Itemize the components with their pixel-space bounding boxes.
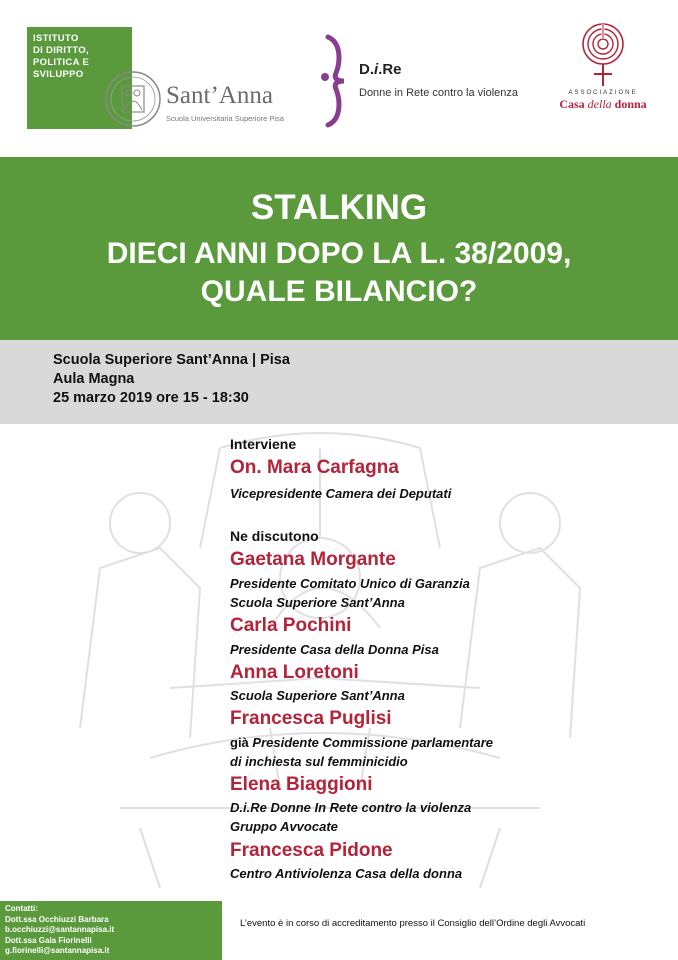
casa-name-word: Casa <box>559 97 585 111</box>
casa-della-donna-logo <box>548 22 658 122</box>
panelist-role: di inchiesta sul femminicidio <box>230 754 408 769</box>
venue-place: Scuola Superiore Sant’Anna | Pisa <box>53 352 290 368</box>
venus-labyrinth-icon <box>578 22 628 88</box>
casa-name-word: della <box>587 97 612 111</box>
accreditation-note: L’evento è in corso di accreditamento presso il Consiglio dell’Ordine degli Avvocati <box>240 918 586 929</box>
santanna-name: Sant’Anna <box>166 82 273 109</box>
panelist-name: Francesca Puglisi <box>230 708 392 729</box>
panelist-role: Scuola Superiore Sant’Anna <box>230 595 405 610</box>
panelist-role-text: Presidente Commissione parlamentare <box>252 735 494 750</box>
event-title: STALKING <box>250 188 428 227</box>
santanna-seal-icon <box>104 70 162 128</box>
istituto-line: POLITICA E <box>33 57 89 68</box>
casa-name <box>548 97 658 112</box>
dire-brace-icon <box>316 33 356 128</box>
panelist-name: Anna Loretoni <box>230 662 359 683</box>
contact-line: Dott.ssa Occhiuzzi Barbara <box>5 914 109 924</box>
panelist-role: Gruppo Avvocate <box>230 819 338 834</box>
event-subtitle-line: QUALE BILANCIO? <box>200 275 478 308</box>
panelist-name: Elena Biaggioni <box>230 774 373 795</box>
contacts-box <box>0 901 222 960</box>
event-subtitle-line: DIECI ANNI DOPO LA L. 38/2009, <box>106 237 572 270</box>
intervene-label: Interviene <box>230 436 297 452</box>
dire-subtitle: Donne in Rete contro la violenza <box>359 87 518 99</box>
panelist-role: Presidente Casa della Donna Pisa <box>230 642 439 657</box>
dire-title-part: D. <box>359 61 374 78</box>
panelist-role: Scuola Superiore Sant’Anna <box>230 688 405 703</box>
panelist-role: Presidente Comitato Unico di Garanzia <box>230 576 470 591</box>
dire-title-part: .Re <box>378 61 402 78</box>
panelist-name: Carla Pochini <box>230 615 352 636</box>
keynote-name: On. Mara Carfagna <box>230 457 399 478</box>
title-band <box>0 157 678 340</box>
dire-title-italic: i <box>374 61 379 78</box>
contact-email[interactable]: g.fiorinelli@santannapisa.it <box>5 946 110 955</box>
panelist-role-prefix: già <box>230 735 249 750</box>
istituto-line: ISTITUTO <box>33 33 79 44</box>
istituto-line: DI DIRITTO, <box>33 45 89 56</box>
panelist-role: Centro Antiviolenza Casa della donna <box>230 866 463 881</box>
panelist-role <box>230 735 493 750</box>
casa-association-label: ASSOCIAZIONE <box>568 90 638 96</box>
venue-datetime: 25 marzo 2019 ore 15 - 18:30 <box>53 390 249 406</box>
istituto-line: SVILUPPO <box>33 69 84 80</box>
panelist-name: Francesca Pidone <box>230 840 393 861</box>
panelist-role: D.i.Re Donne In Rete contro la violenza <box>230 800 472 815</box>
panelist-name: Gaetana Morgante <box>230 549 396 570</box>
casa-name-word: donna <box>614 97 647 111</box>
venue-band <box>0 340 678 424</box>
venue-room: Aula Magna <box>53 371 135 387</box>
dire-logo <box>316 33 546 128</box>
contact-line: Dott.ssa Gaia Fiorinelli <box>5 935 92 945</box>
santanna-subtitle: Scuola Universitaria Superiore Pisa <box>166 114 284 123</box>
dire-title <box>359 61 402 78</box>
keynote-role: Vicepresidente Camera dei Deputati <box>230 486 452 501</box>
discuss-label: Ne discutono <box>230 528 319 544</box>
contacts-label: Contatti: <box>5 904 38 913</box>
contact-email[interactable]: b.occhiuzzi@santannapisa.it <box>5 925 115 934</box>
santanna-logo <box>104 70 304 130</box>
